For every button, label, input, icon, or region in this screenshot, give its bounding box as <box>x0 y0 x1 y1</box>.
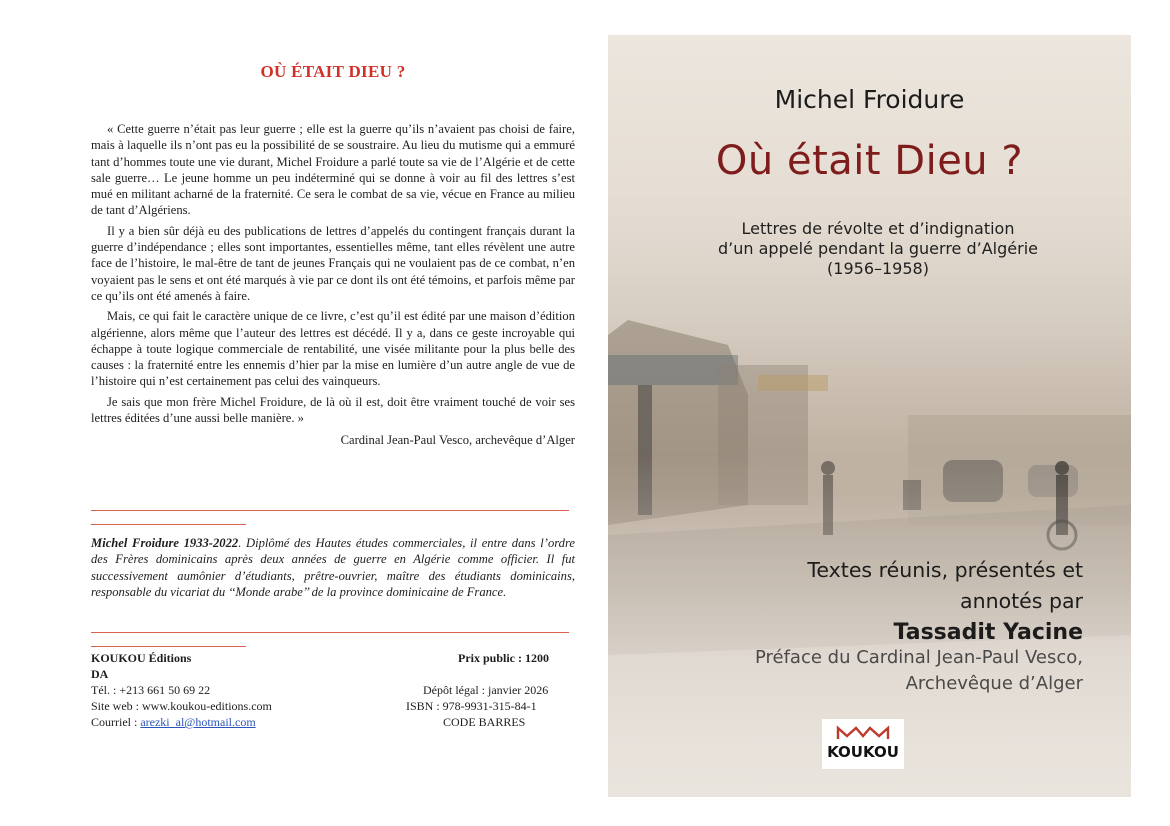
bio-name: Michel Froidure 1933-2022 <box>91 536 239 550</box>
divider-line <box>91 510 569 511</box>
subtitle-line: Lettres de révolte et d’indignation <box>741 219 1015 238</box>
author-bio <box>91 535 575 600</box>
subtitle-line: (1956–1958) <box>827 259 929 278</box>
logo-text: KOUKOU <box>827 743 899 761</box>
price-currency: DA <box>91 667 109 681</box>
bio-text: . Diplômé des Hautes études commerciales, il entre dans l’ordre des Frères dominicains après deux années de guerre en Algérie comme officier. Il fut successivement aumônier d’étudiants, prêtre-ouvrier, maître des étudiants dominicains, responsable du vicariat du ‘‘Monde arabe’’ de la province dominicaine de France. <box>91 536 575 599</box>
barcode-placeholder: CODE BARRES <box>443 715 526 729</box>
front-cover <box>608 35 1131 797</box>
crown-icon <box>836 725 890 741</box>
editor-name: Tassadit Yacine <box>893 620 1083 645</box>
quote-signature: Cardinal Jean-Paul Vesco, archevêque d’Alger <box>340 433 575 448</box>
price: Prix public : 1200 <box>458 651 550 665</box>
editor-line-prefix: annotés par <box>960 589 1083 613</box>
cover-author: Michel Froidure <box>774 85 965 114</box>
legal-deposit: Dépôt légal : janvier 2026 <box>423 683 549 697</box>
divider-line-short <box>91 524 246 525</box>
website: Site web : www.koukou-editions.com <box>91 699 272 713</box>
isbn: ISBN : 978-9931-315-84-1 <box>406 699 537 713</box>
email-link[interactable]: arezki_al@hotmail.com <box>140 715 256 729</box>
publisher-name: KOUKOU Éditions <box>91 651 192 665</box>
quote-paragraph: Mais, ce qui fait le caractère unique de ce livre, c’est qu’il est édité par une maison d’édition algérienne, alors même que l’auteur des lettres est décédé. Il y a, dans ce geste incroyable qui échappe à toute logique commerciale de rentabilité, une visée militante pour la plus belle des causes : la fraternité entre les ennemis d’hier par la mise en lumière d’un autre angle de vue de l’histoire qui n’est certainement pas celui des vainqueurs. <box>91 309 575 389</box>
preface-line: Archevêque d’Alger <box>905 673 1083 694</box>
telephone: Tél. : +213 661 50 69 22 <box>91 683 211 697</box>
subtitle-line: d’un appelé pendant la guerre d’Algérie <box>718 239 1038 258</box>
divider-line <box>91 632 569 633</box>
publisher-logo <box>822 719 904 769</box>
preface-line: Préface du Cardinal Jean-Paul Vesco, <box>754 647 1083 668</box>
cover-preface <box>623 645 1083 697</box>
divider-line-short <box>91 646 246 647</box>
quote-paragraph: Je sais que mon frère Michel Froidure, de là où il est, doit être vraiment touché de voir ses lettres éditées d’une aussi belle manière. » <box>91 394 575 426</box>
preface-quote <box>91 121 575 453</box>
quote-paragraph: « Cette guerre n’était pas leur guerre ; elle est la guerre qu’ils n’avaient pas choisi de faire, mais à laquelle ils n’ont pas eu la possibilité de se soustraire. Au lieu du mutisme qui a emmuré tant d’hommes toute une vie durant, Michel Froidure a parlé toute sa vie de l’Algérie et de cette sale guerre… Le jeune homme un peu indéterminé qui se donne à voir au fil des lettres s’est mué en militant acharné de la fraternité. Ce sera le combat de sa vie, vécue en France au milieu de tant d’Algériens. <box>91 122 575 218</box>
cover-title: Où était Dieu ? <box>715 138 1024 184</box>
cover-subtitle <box>678 219 1078 279</box>
editor-line: Textes réunis, présentés et <box>807 558 1083 582</box>
quote-paragraph: Il y a bien sûr déjà eu des publications de lettres d’appelés du contingent français durant la guerre d’indépendance ; elles sont importantes, essentielles même, tant elles révèlent une autre face de l’histoire, le mal-être de tant de jeunes Français qui ne voulaient pas de ce combat, n’en voyaient pas le sens et ont été marqués à vie par ce dont ils ont été témoins, et parfois même par ce qu’ils ont été amenés à faire. <box>91 223 575 303</box>
cover-editor <box>643 555 1083 648</box>
back-cover <box>91 0 575 826</box>
publisher-info <box>91 650 575 730</box>
back-cover-title: OÙ ÉTAIT DIEU ? <box>260 62 406 81</box>
email-label: Courriel : <box>91 715 141 729</box>
